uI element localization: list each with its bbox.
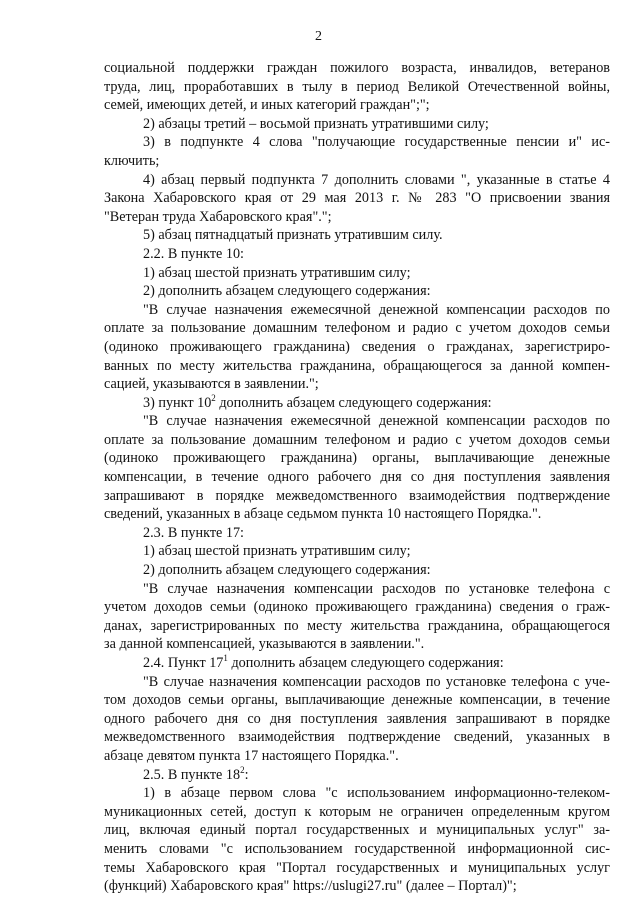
text-line-content: 2.2. В пункте 10: bbox=[143, 245, 244, 262]
text-line-content: за данной компенсацией, указываются в заявлении.". bbox=[104, 636, 425, 653]
text-line-content: 4) абзац первый подпункта 7 дополнить словами ", указанные в статье 4 bbox=[143, 171, 610, 188]
text-line-content: 3) пункт 10 bbox=[143, 394, 212, 411]
text-line-content: ключить; bbox=[104, 152, 160, 169]
text-line-content: учетом доходов семьи (одиноко проживающего гражданина) сведения о граж- bbox=[104, 599, 610, 616]
text-line bbox=[104, 171, 610, 190]
text-line bbox=[104, 859, 610, 878]
text-line-content: ванных по месту жительства гражданина, обращающегося за данной компен- bbox=[104, 357, 610, 374]
text-line-content: 2.3. В пункте 17: bbox=[143, 524, 244, 541]
text-line-content: 1) абзац шестой признать утратившим силу; bbox=[143, 543, 411, 560]
text-line bbox=[104, 282, 610, 301]
text-line-content: сведений, указанных в абзаце седьмом пункта 10 настоящего Порядка.". bbox=[104, 506, 542, 523]
superscript-index: 1 bbox=[223, 654, 228, 663]
text-line bbox=[104, 728, 610, 747]
text-line bbox=[104, 152, 610, 171]
text-line bbox=[104, 580, 610, 599]
text-line bbox=[104, 133, 610, 152]
text-line bbox=[104, 431, 610, 450]
text-line-content: запрашивают в порядке межведомственного взаимодействия подтверждение bbox=[104, 487, 610, 504]
text-line-content: одного рабочего дня со дня поступления заявления запрашивают в порядке bbox=[104, 710, 610, 727]
text-line-content: том доходов семьи органы, выплачивающие денежные компенсации, в течение bbox=[104, 692, 610, 709]
text-line bbox=[104, 561, 610, 580]
text-line-content: (функций) Хабаровского края" https://uslugi27.ru" (далее – Портал)"; bbox=[104, 878, 517, 895]
text-line bbox=[104, 505, 610, 524]
text-line bbox=[104, 524, 610, 543]
text-line-content: 5) абзац пятнадцатый признать утратившим силу. bbox=[143, 227, 443, 244]
text-line bbox=[104, 821, 610, 840]
text-line bbox=[104, 189, 610, 208]
text-line-content: "В случае назначения ежемесячной денежной компенсации расходов по bbox=[143, 301, 610, 318]
text-line-content: 1) в абзаце первом слова "с использованием информационно-телеком- bbox=[143, 785, 610, 802]
text-line-content: компенсации, в течение одного рабочего дня со дня поступления заявления bbox=[104, 469, 610, 486]
text-line-content: муникационных сетей, доступ к которым не ограничен определенным кругом bbox=[104, 803, 610, 820]
text-line bbox=[104, 96, 610, 115]
text-line-content: труда, лиц, проработавших в тылу в период Великой Отечественной войны, bbox=[104, 78, 610, 95]
text-line bbox=[104, 59, 610, 78]
document-body bbox=[104, 59, 610, 896]
text-line bbox=[104, 635, 610, 654]
text-line-content: семей, имеющих детей, и иных категорий граждан";"; bbox=[104, 97, 430, 114]
text-line bbox=[104, 598, 610, 617]
text-line-content: 2.4. Пункт 17 bbox=[143, 655, 224, 671]
text-line bbox=[104, 208, 610, 227]
text-line-content: 1) абзац шестой признать утратившим силу; bbox=[143, 264, 411, 281]
text-line-tail: дополнить абзацем следующего содержания: bbox=[227, 655, 504, 671]
text-line bbox=[104, 654, 610, 673]
text-line-content: сацией, указываются в заявлении."; bbox=[104, 376, 319, 393]
text-line bbox=[104, 617, 610, 636]
text-line-content: 2) дополнить абзацем следующего содержания: bbox=[143, 283, 431, 300]
text-line-content: 3) в подпункте 4 слова "получающие государственные пенсии и" ис- bbox=[143, 134, 610, 151]
text-line-content: лиц, включая единый портал государственных и муниципальных услуг" за- bbox=[104, 822, 610, 839]
text-line bbox=[104, 710, 610, 729]
text-line bbox=[104, 412, 610, 431]
text-line-content: менить словами "с использованием государственной информационной сис- bbox=[104, 840, 610, 857]
text-line bbox=[104, 78, 610, 97]
text-line bbox=[104, 468, 610, 487]
text-line bbox=[104, 673, 610, 692]
text-line bbox=[104, 338, 610, 357]
text-line bbox=[104, 301, 610, 320]
text-line-content: "В случае назначения компенсации расходов по установке телефона с bbox=[143, 580, 610, 597]
text-line-content: оплате за пользование домашним телефоном и радио с учетом доходов семьи bbox=[104, 431, 610, 448]
text-line bbox=[104, 394, 610, 413]
text-line bbox=[104, 747, 610, 766]
page-number: 2 bbox=[315, 29, 322, 44]
superscript-index: 2 bbox=[211, 393, 216, 403]
text-line bbox=[104, 803, 610, 822]
text-line bbox=[104, 877, 610, 896]
text-line-content: "В случае назначения компенсации расходов по установке телефона с уче- bbox=[143, 673, 610, 690]
text-line-content: абзаце девятом пункта 17 настоящего Порядка.". bbox=[104, 747, 399, 764]
text-line-content: оплате за пользование домашним телефоном и радио с учетом доходов семьи bbox=[104, 320, 610, 337]
text-line bbox=[104, 691, 610, 710]
text-line-content: 2.5. В пункте 18 bbox=[143, 766, 241, 783]
text-line-content: данах, зарегистрированных по месту жительства гражданина, обращающегося bbox=[104, 617, 610, 634]
text-line-content: 2) дополнить абзацем следующего содержания: bbox=[143, 562, 431, 579]
text-line bbox=[104, 226, 610, 245]
text-line bbox=[104, 449, 610, 468]
text-line-tail: : bbox=[244, 766, 249, 783]
text-line-content: "Ветеран труда Хабаровского края"."; bbox=[104, 208, 332, 225]
text-line bbox=[104, 264, 610, 283]
superscript-index: 2 bbox=[240, 765, 245, 775]
text-line bbox=[104, 375, 610, 394]
text-line bbox=[104, 784, 610, 803]
text-line bbox=[104, 357, 610, 376]
text-line-content: "В случае назначения ежемесячной денежной компенсации расходов по bbox=[143, 413, 610, 430]
text-line bbox=[104, 840, 610, 859]
text-line bbox=[104, 245, 610, 264]
text-line bbox=[104, 319, 610, 338]
text-line-content: (одиноко проживающего гражданина) сведения о гражданах, зарегистриро- bbox=[104, 338, 610, 355]
text-line-content: (одиноко проживающего гражданина) органы, выплачивающие денежные bbox=[104, 450, 610, 467]
text-line-tail: дополнить абзацем следующего содержания: bbox=[215, 394, 492, 411]
text-line bbox=[104, 542, 610, 561]
text-line bbox=[104, 115, 610, 134]
text-line-content: социальной поддержки граждан пожилого возраста, инвалидов, ветеранов bbox=[104, 60, 610, 76]
text-line bbox=[104, 487, 610, 506]
text-line-content: Закона Хабаровского края от 29 мая 2013 г. № 283 "О присвоении звания bbox=[104, 190, 610, 207]
text-line-content: межведомственного взаимодействия подтверждение сведений, указанных в bbox=[104, 729, 610, 746]
text-line bbox=[104, 766, 610, 785]
text-line-content: темы Хабаровского края "Портал государственных и муниципальных услуг bbox=[104, 859, 610, 876]
text-line-content: 2) абзацы третий – восьмой признать утратившими силу; bbox=[143, 115, 489, 132]
